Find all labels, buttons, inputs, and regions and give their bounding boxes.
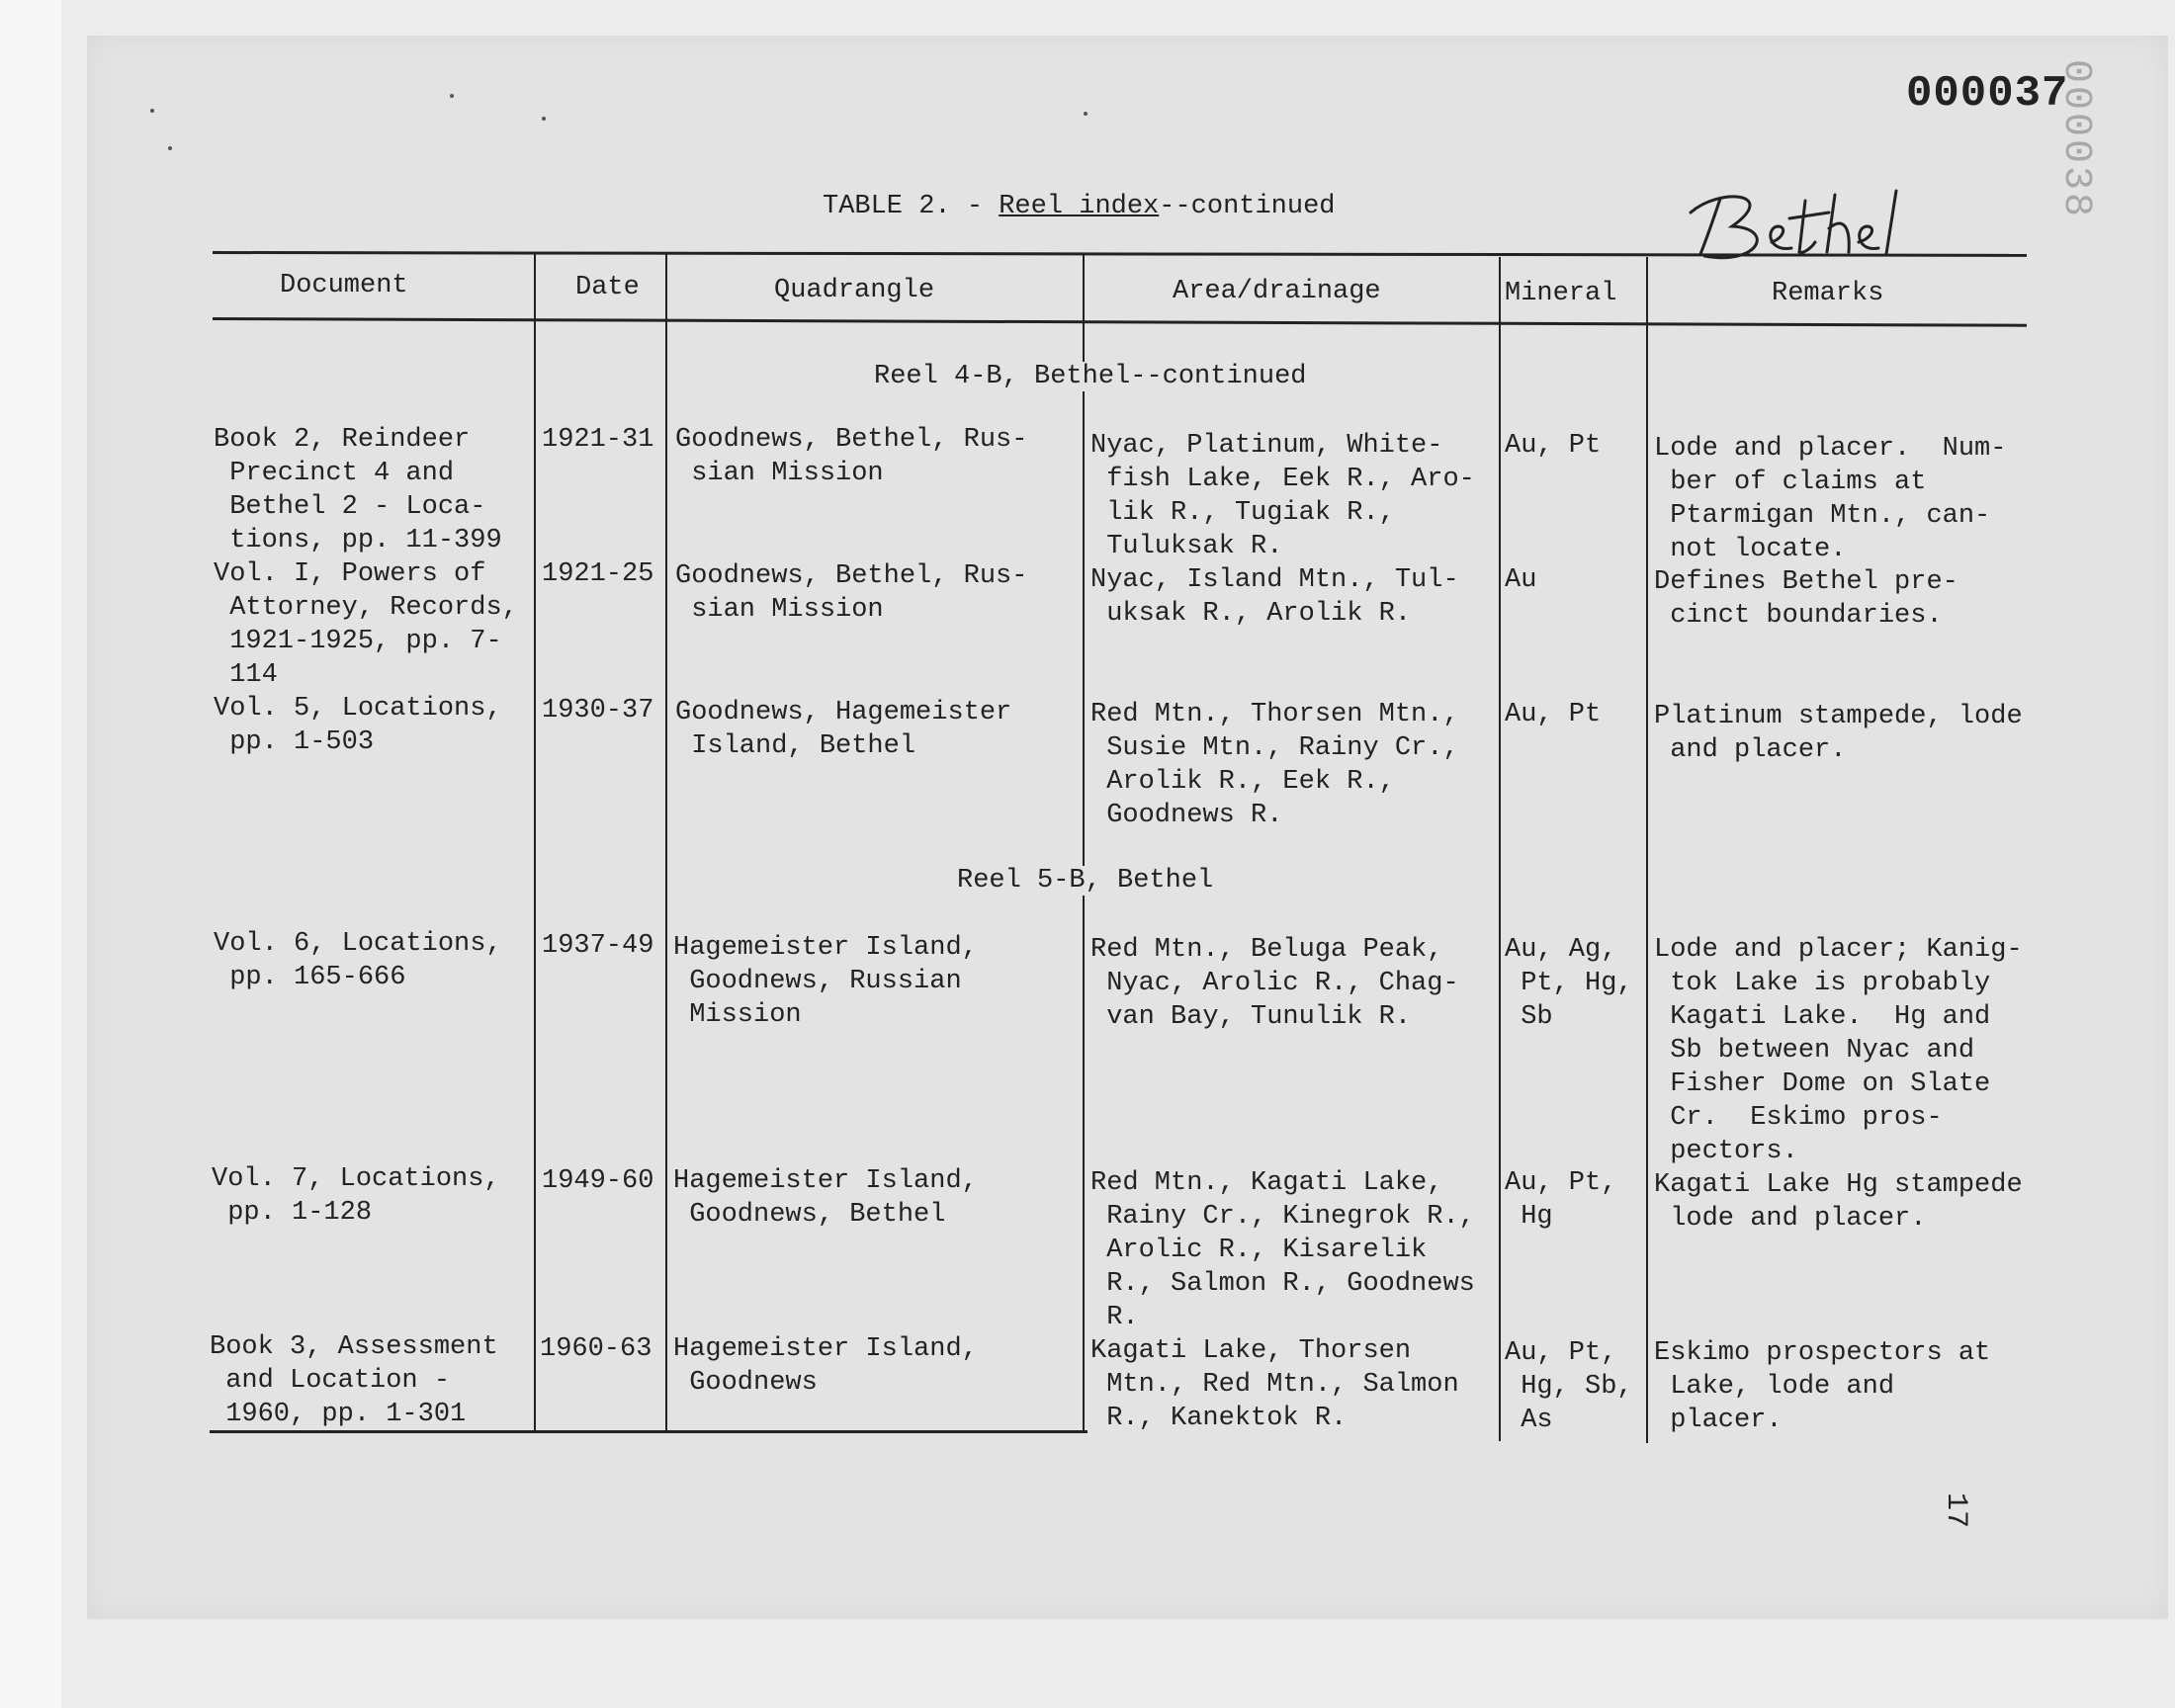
table-row-date: 1921-31 (542, 425, 654, 455)
table-row-document: Vol. I, Powers of Attorney, Records, 1921-1925, pp. 7- 114 (214, 559, 518, 690)
column-divider-date (534, 252, 536, 1430)
scan-margin (0, 0, 61, 1708)
table-title-prefix: TABLE 2. - (823, 192, 1000, 221)
table-row-quadrangle: Hagemeister Island, Goodnews, Bethel (673, 1166, 978, 1230)
table-row-document: Vol. 7, Locations, pp. 1-128 (212, 1164, 500, 1228)
table-row-area: Red Mtn., Kagati Lake, Rainy Cr., Kinegrok R., Arolic R., Kisarelik R., Salmon R., Goodnews R. (1090, 1168, 1475, 1332)
table-row-area: Nyac, Platinum, White- fish Lake, Eek R., Aro- lik R., Tugiak R., Tuluksak R. (1090, 431, 1475, 561)
section-label-reel-4b: Reel 4-B, Bethel--continued (874, 362, 1307, 391)
table-row-quadrangle: Hagemeister Island, Goodnews (673, 1334, 978, 1398)
page-number: 17 (1939, 1493, 1972, 1529)
table-row-date: 1921-25 (542, 559, 654, 589)
table-row-document: Book 3, Assessment and Location - 1960, pp. 1-301 (210, 1332, 498, 1429)
table-title-suffix: --continued (1159, 192, 1336, 221)
header-document: Document (280, 271, 408, 300)
column-divider-quadrangle (665, 253, 667, 1430)
table-row-area: Red Mtn., Thorsen Mtn., Susie Mtn., Rainy Cr., Arolik R., Eek R., Goodnews R. (1090, 700, 1459, 830)
table-row-mineral: Au (1505, 565, 1537, 595)
handwritten-note-bethel (1681, 183, 1908, 272)
scan-speck (542, 117, 546, 121)
table-row-mineral: Au, Ag, Pt, Hg, Sb (1505, 935, 1633, 1032)
scan-speck (1084, 112, 1088, 116)
table-row-remarks: Eskimo prospectors at Lake, lode and placer. (1654, 1338, 1991, 1435)
scan-speck (150, 109, 154, 113)
table-row-remarks: Lode and placer; Kanig- tok Lake is probably Kagati Lake. Hg and Sb between Nyac and Fisher Dome on Slate Cr. Eskimo pros- pectors. (1654, 935, 2023, 1166)
table-row-document: Book 2, Reindeer Precinct 4 and Bethel 2 - Loca- tions, pp. 11-399 (214, 425, 502, 555)
table-row-mineral: Au, Pt, Hg (1505, 1168, 1617, 1232)
table-row-date: 1960-63 (540, 1334, 652, 1364)
table-row-mineral: Au, Pt, Hg, Sb, As (1505, 1338, 1633, 1435)
header-quadrangle: Quadrangle (774, 276, 935, 305)
table-row-document: Vol. 6, Locations, pp. 165-666 (214, 929, 502, 992)
table-row-remarks: Defines Bethel pre- cinct boundaries. (1654, 567, 1958, 631)
table-row-mineral: Au, Pt (1505, 700, 1602, 729)
table-title-underlined: Reel index (999, 192, 1160, 221)
table-row-remarks: Platinum stampede, lode and placer. (1654, 702, 2023, 765)
table-title (823, 192, 1336, 221)
scan-speck (168, 146, 172, 150)
table-row-mineral: Au, Pt (1505, 431, 1602, 461)
table-row-remarks: Lode and placer. Num- ber of claims at Ptarmigan Mtn., can- not locate. (1654, 434, 2007, 564)
table-row-remarks: Kagati Lake Hg stampede lode and placer. (1654, 1170, 2023, 1234)
stamp-number: 000038 (2053, 59, 2098, 220)
table-row-quadrangle: Goodnews, Bethel, Rus- sian Mission (675, 425, 1028, 488)
table-row-quadrangle: Hagemeister Island, Goodnews, Russian Mission (673, 933, 978, 1030)
document-number: 000037 (1906, 69, 2069, 119)
table-row-area: Kagati Lake, Thorsen Mtn., Red Mtn., Salmon R., Kanektok R. (1090, 1336, 1459, 1433)
table-row-area: Nyac, Island Mtn., Tul- uksak R., Arolik R. (1090, 565, 1459, 629)
header-mineral: Mineral (1505, 279, 1617, 308)
section-label-reel-5b: Reel 5-B, Bethel (957, 866, 1214, 896)
column-divider-remarks (1646, 257, 1648, 1443)
table-row-quadrangle: Goodnews, Bethel, Rus- sian Mission (675, 561, 1028, 625)
table-row-area: Red Mtn., Beluga Peak, Nyac, Arolic R., Chag- van Bay, Tunulik R. (1090, 935, 1459, 1032)
column-divider-mineral (1499, 257, 1501, 1441)
header-area-drainage: Area/drainage (1173, 277, 1381, 306)
column-divider-area (1083, 255, 1085, 1431)
table-row-document: Vol. 5, Locations, pp. 1-503 (214, 694, 502, 757)
header-date: Date (575, 273, 640, 302)
table-row-date: 1937-49 (542, 931, 654, 961)
scan-speck (450, 94, 454, 98)
table-row-date: 1930-37 (542, 696, 654, 726)
header-remarks: Remarks (1772, 279, 1884, 308)
table-row-date: 1949-60 (542, 1166, 654, 1196)
table-row-quadrangle: Goodnews, Hagemeister Island, Bethel (675, 698, 1012, 761)
